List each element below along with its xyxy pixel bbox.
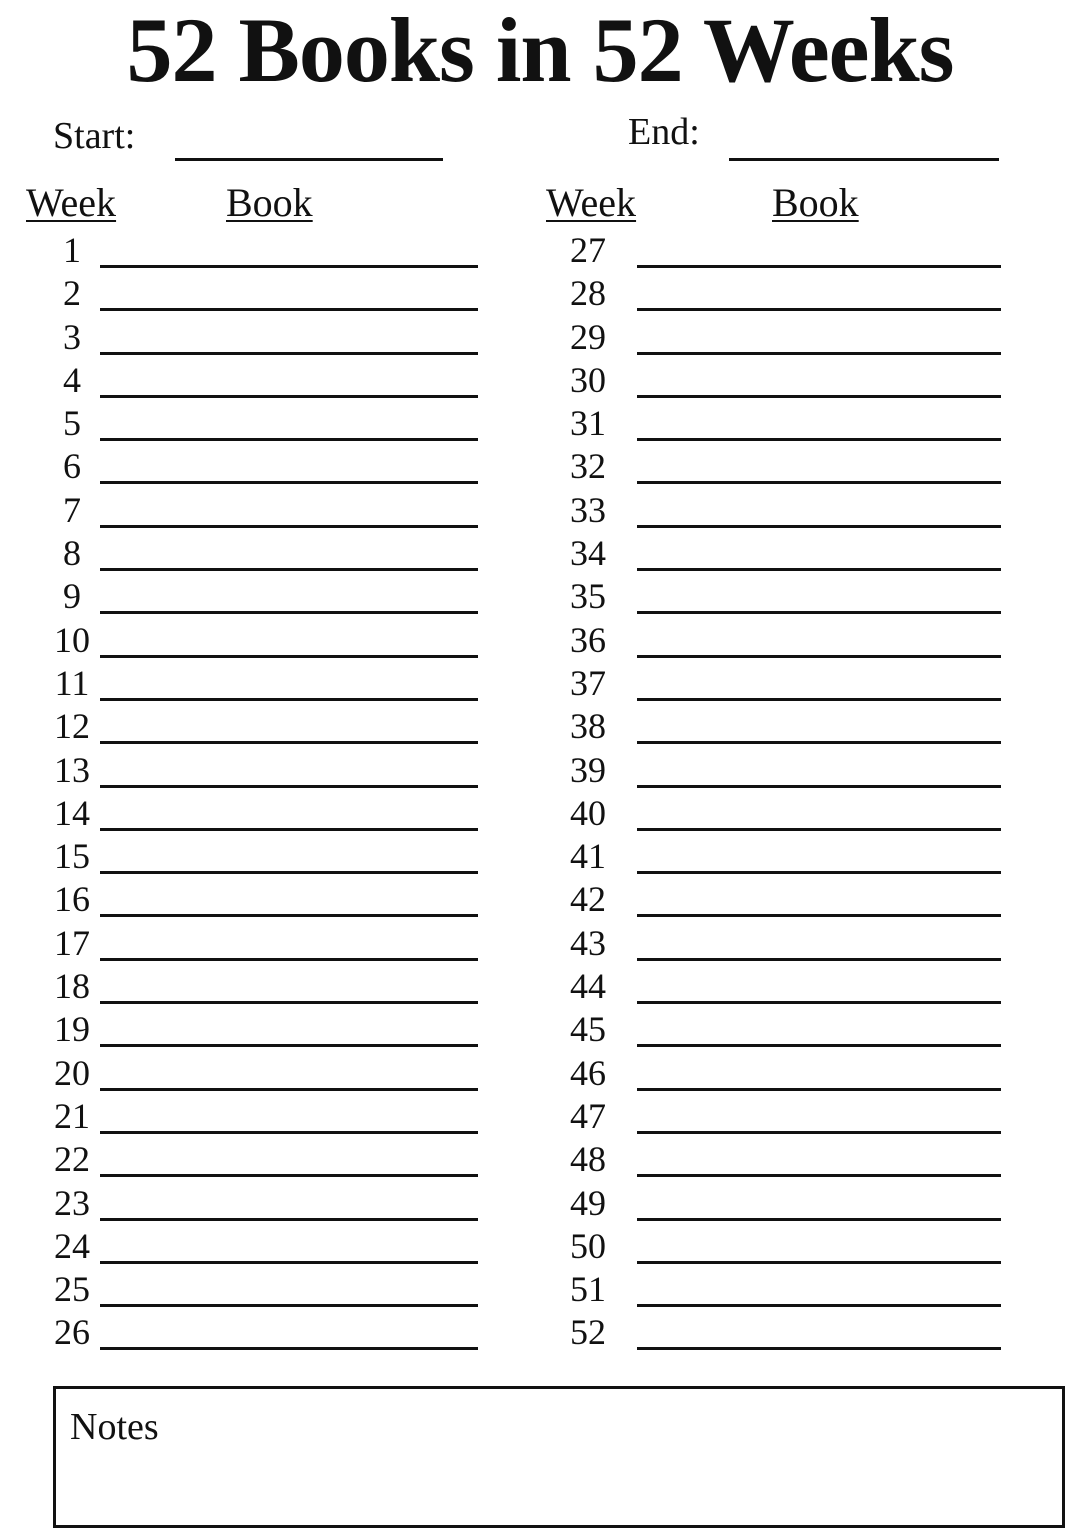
book-title-field[interactable] — [637, 525, 1001, 528]
list-item — [0, 748, 540, 791]
week-number: 16 — [54, 879, 90, 920]
week-number: 27 — [570, 230, 606, 270]
date-range — [0, 110, 1080, 170]
list-item — [0, 531, 540, 574]
list-item — [540, 1051, 1080, 1094]
week-number: 42 — [570, 879, 606, 920]
list-item — [540, 1310, 1080, 1353]
book-title-field[interactable] — [100, 958, 478, 961]
book-title-field[interactable] — [637, 1131, 1001, 1134]
book-title-field[interactable] — [100, 352, 478, 355]
week-number: 40 — [570, 792, 606, 833]
list-item — [540, 488, 1080, 531]
week-number: 25 — [54, 1269, 90, 1310]
right-week-list — [540, 228, 1080, 1354]
book-title-field[interactable] — [100, 395, 478, 398]
week-number: 11 — [54, 662, 90, 703]
week-number: 51 — [570, 1269, 606, 1310]
list-item — [0, 921, 540, 964]
list-item — [540, 271, 1080, 314]
list-item — [0, 1137, 540, 1180]
list-item — [540, 661, 1080, 704]
book-title-field[interactable] — [100, 1131, 478, 1134]
week-number: 35 — [570, 576, 606, 617]
week-number: 28 — [570, 273, 606, 314]
book-title-field[interactable] — [637, 914, 1001, 917]
book-title-field[interactable] — [100, 1218, 478, 1221]
book-title-field[interactable] — [637, 481, 1001, 484]
week-number: 21 — [54, 1095, 90, 1136]
list-item — [0, 271, 540, 314]
list-item — [0, 488, 540, 531]
list-item — [0, 228, 540, 271]
list-item — [540, 574, 1080, 617]
book-title-field[interactable] — [637, 1088, 1001, 1091]
week-number: 36 — [570, 619, 606, 660]
book-title-field[interactable] — [637, 785, 1001, 788]
week-number: 32 — [570, 446, 606, 487]
week-number: 48 — [570, 1139, 606, 1180]
book-title-field[interactable] — [637, 352, 1001, 355]
book-title-field[interactable] — [100, 611, 478, 614]
book-title-field[interactable] — [100, 1044, 478, 1047]
list-item — [0, 791, 540, 834]
left-week-list — [0, 228, 540, 1354]
week-number: 37 — [570, 662, 606, 703]
book-title-field[interactable] — [637, 308, 1001, 311]
left-book-header: Book — [226, 180, 313, 225]
book-title-field[interactable] — [637, 438, 1001, 441]
end-label: End: — [628, 111, 700, 153]
book-title-field[interactable] — [100, 525, 478, 528]
book-title-field[interactable] — [100, 1304, 478, 1307]
book-title-field[interactable] — [100, 914, 478, 917]
end-date-field[interactable] — [729, 158, 999, 161]
book-title-field[interactable] — [637, 1174, 1001, 1177]
list-item — [0, 661, 540, 704]
list-item — [540, 358, 1080, 401]
list-item — [540, 1181, 1080, 1224]
week-number: 2 — [63, 273, 81, 314]
week-number: 10 — [54, 619, 90, 660]
list-item — [0, 444, 540, 487]
week-number: 8 — [63, 533, 81, 574]
book-title-field[interactable] — [637, 1304, 1001, 1307]
week-number: 24 — [54, 1225, 90, 1266]
list-item — [0, 1310, 540, 1353]
week-number: 19 — [54, 1009, 90, 1050]
book-title-field[interactable] — [637, 871, 1001, 874]
list-item — [0, 1181, 540, 1224]
list-item — [540, 877, 1080, 920]
week-number: 9 — [63, 576, 81, 617]
book-title-field[interactable] — [637, 698, 1001, 701]
list-item — [0, 1051, 540, 1094]
book-title-field[interactable] — [100, 785, 478, 788]
week-number: 26 — [54, 1312, 90, 1353]
book-title-field[interactable] — [100, 741, 478, 744]
right-book-header: Book — [772, 180, 859, 225]
book-title-field[interactable] — [637, 958, 1001, 961]
book-title-field[interactable] — [100, 481, 478, 484]
right-week-header: Week — [546, 180, 637, 225]
week-number: 7 — [63, 489, 81, 530]
list-item — [540, 444, 1080, 487]
week-number: 46 — [570, 1052, 606, 1093]
book-title-field[interactable] — [100, 1001, 478, 1004]
list-item — [540, 315, 1080, 358]
list-item — [540, 228, 1080, 271]
list-item — [540, 791, 1080, 834]
week-number: 43 — [570, 922, 606, 963]
list-item — [540, 401, 1080, 444]
book-title-field[interactable] — [100, 1088, 478, 1091]
list-item — [540, 921, 1080, 964]
week-number: 1 — [63, 230, 81, 270]
book-title-field[interactable] — [637, 1044, 1001, 1047]
week-number: 45 — [570, 1009, 606, 1050]
book-title-field[interactable] — [637, 828, 1001, 831]
book-title-field[interactable] — [100, 438, 478, 441]
week-number: 29 — [570, 316, 606, 357]
week-number: 47 — [570, 1095, 606, 1136]
list-item — [0, 1094, 540, 1137]
book-title-field[interactable] — [637, 265, 1001, 268]
book-title-field[interactable] — [100, 828, 478, 831]
week-number: 33 — [570, 489, 606, 530]
left-week-header: Week — [26, 180, 117, 225]
week-number: 13 — [54, 749, 90, 790]
week-number: 4 — [63, 359, 81, 400]
book-title-field[interactable] — [100, 265, 478, 268]
list-item — [540, 834, 1080, 877]
week-number: 22 — [54, 1139, 90, 1180]
list-item — [0, 358, 540, 401]
list-item — [540, 1267, 1080, 1310]
list-item — [0, 1224, 540, 1267]
week-number: 31 — [570, 403, 606, 444]
book-title-field[interactable] — [100, 1174, 478, 1177]
week-number: 30 — [570, 359, 606, 400]
book-title-field[interactable] — [637, 568, 1001, 571]
list-item — [540, 964, 1080, 1007]
week-number: 3 — [63, 316, 81, 357]
week-number: 39 — [570, 749, 606, 790]
start-label: Start: — [53, 115, 136, 157]
book-title-field[interactable] — [100, 1347, 478, 1350]
week-number: 5 — [63, 403, 81, 444]
book-title-field[interactable] — [637, 395, 1001, 398]
page-title: 52 Books in 52 Weeks — [126, 0, 954, 101]
list-item — [540, 531, 1080, 574]
list-item — [0, 964, 540, 1007]
book-title-field[interactable] — [637, 741, 1001, 744]
week-number: 49 — [570, 1182, 606, 1223]
week-number: 52 — [570, 1312, 606, 1353]
list-item — [0, 1007, 540, 1050]
week-number: 17 — [54, 922, 90, 963]
book-title-field[interactable] — [100, 871, 478, 874]
week-number: 44 — [570, 966, 606, 1007]
week-number: 38 — [570, 706, 606, 747]
notes-box[interactable] — [53, 1386, 1065, 1528]
week-number: 41 — [570, 836, 606, 877]
week-number: 6 — [63, 446, 81, 487]
list-item — [540, 1137, 1080, 1180]
list-item — [0, 877, 540, 920]
list-item — [540, 704, 1080, 747]
list-item — [0, 401, 540, 444]
book-title-field[interactable] — [637, 1347, 1001, 1350]
list-item — [0, 618, 540, 661]
book-title-field[interactable] — [637, 1261, 1001, 1264]
book-title-field[interactable] — [100, 308, 478, 311]
notes-label: Notes — [70, 1406, 159, 1448]
book-title-field[interactable] — [100, 1261, 478, 1264]
book-title-field[interactable] — [637, 1218, 1001, 1221]
book-title-field[interactable] — [100, 568, 478, 571]
list-item — [540, 1224, 1080, 1267]
list-item — [0, 574, 540, 617]
book-title-field[interactable] — [100, 655, 478, 658]
book-title-field[interactable] — [637, 655, 1001, 658]
week-number: 23 — [54, 1182, 90, 1223]
list-item — [540, 618, 1080, 661]
week-number: 15 — [54, 836, 90, 877]
week-number: 14 — [54, 792, 90, 833]
week-number: 34 — [570, 533, 606, 574]
list-item — [540, 1007, 1080, 1050]
list-item — [0, 704, 540, 747]
list-item — [540, 1094, 1080, 1137]
list-item — [0, 834, 540, 877]
book-title-field[interactable] — [637, 611, 1001, 614]
week-number: 12 — [54, 706, 90, 747]
list-item — [0, 1267, 540, 1310]
list-item — [540, 748, 1080, 791]
week-number: 18 — [54, 966, 90, 1007]
list-item — [0, 315, 540, 358]
start-date-field[interactable] — [175, 158, 443, 161]
book-title-field[interactable] — [637, 1001, 1001, 1004]
week-number: 50 — [570, 1225, 606, 1266]
book-title-field[interactable] — [100, 698, 478, 701]
week-number: 20 — [54, 1052, 90, 1093]
